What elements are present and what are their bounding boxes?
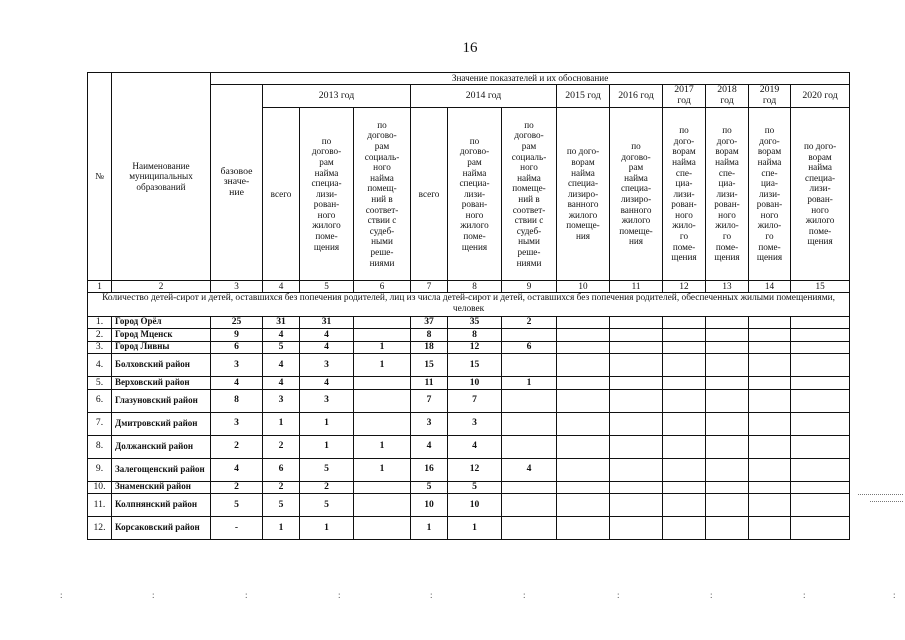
- value-cell: [354, 377, 411, 390]
- value-cell: 4: [411, 435, 448, 458]
- value-cell: 2: [211, 435, 263, 458]
- municipality-name: Город Орёл: [112, 316, 211, 329]
- value-cell: 3: [411, 412, 448, 435]
- row-number: 7.: [88, 412, 112, 435]
- value-cell: [663, 354, 706, 377]
- value-cell: 1: [263, 517, 300, 540]
- municipality-name: Корсаковский район: [112, 517, 211, 540]
- municipality-name: Болховский район: [112, 354, 211, 377]
- value-cell: 3: [263, 389, 300, 412]
- value-cell: 9: [211, 329, 263, 342]
- header-year-2017: 2017 год: [663, 85, 706, 108]
- value-cell: [557, 494, 610, 517]
- row-number: 12.: [88, 517, 112, 540]
- value-cell: [791, 412, 850, 435]
- value-cell: [610, 341, 663, 354]
- value-cell: 2: [263, 481, 300, 494]
- header-contract-2015: по дого- ворам найма специа- лизиро- ванного жилого помеще- ния: [557, 108, 610, 281]
- value-cell: 11: [411, 377, 448, 390]
- value-cell: [791, 481, 850, 494]
- value-cell: [663, 329, 706, 342]
- value-cell: [502, 412, 557, 435]
- value-cell: 4: [263, 354, 300, 377]
- value-cell: 1: [354, 354, 411, 377]
- value-cell: [610, 316, 663, 329]
- value-cell: 7: [448, 389, 502, 412]
- value-cell: [749, 494, 791, 517]
- value-cell: [502, 435, 557, 458]
- value-cell: 8: [411, 329, 448, 342]
- value-cell: 1: [300, 412, 354, 435]
- value-cell: [791, 341, 850, 354]
- value-cell: [354, 517, 411, 540]
- header-year-2018: 2018 год: [706, 85, 749, 108]
- header-num: №: [88, 73, 112, 281]
- value-cell: [610, 517, 663, 540]
- value-cell: [610, 435, 663, 458]
- value-cell: 8: [211, 389, 263, 412]
- table-row: [88, 435, 850, 458]
- value-cell: [749, 354, 791, 377]
- column-number: 5: [300, 281, 354, 293]
- value-cell: [706, 316, 749, 329]
- value-cell: [791, 354, 850, 377]
- header-contract-2020: по дого- ворам найма специа- лизи- рован- ного жилого поме- щения: [791, 108, 850, 281]
- value-cell: [749, 329, 791, 342]
- value-cell: [610, 377, 663, 390]
- value-cell: 4: [300, 329, 354, 342]
- column-number: 1: [88, 281, 112, 293]
- value-cell: [610, 494, 663, 517]
- value-cell: [557, 389, 610, 412]
- value-cell: [706, 377, 749, 390]
- municipality-name: Город Ливны: [112, 341, 211, 354]
- value-cell: [663, 341, 706, 354]
- value-cell: 6: [263, 458, 300, 481]
- page-number: 16: [462, 40, 478, 56]
- value-cell: [354, 412, 411, 435]
- value-cell: [610, 329, 663, 342]
- header-year-2020: 2020 год: [791, 85, 850, 108]
- value-cell: 4: [211, 458, 263, 481]
- value-cell: [557, 412, 610, 435]
- value-cell: [706, 481, 749, 494]
- value-cell: 31: [300, 316, 354, 329]
- value-cell: [663, 517, 706, 540]
- value-cell: 1: [448, 517, 502, 540]
- value-cell: [706, 517, 749, 540]
- value-cell: [557, 377, 610, 390]
- value-cell: [749, 377, 791, 390]
- header-year-2019: 2019 год: [749, 85, 791, 108]
- header-contract-2013: по догово- рам найма специа- лизи- рован- ного жилого поме- щения: [300, 108, 354, 281]
- value-cell: [706, 389, 749, 412]
- value-cell: [663, 435, 706, 458]
- table-row: [88, 316, 850, 329]
- value-cell: [354, 316, 411, 329]
- value-cell: 1: [300, 435, 354, 458]
- value-cell: 6: [502, 341, 557, 354]
- row-number: 2.: [88, 329, 112, 342]
- value-cell: [663, 377, 706, 390]
- value-cell: [749, 458, 791, 481]
- value-cell: [749, 435, 791, 458]
- value-cell: [610, 354, 663, 377]
- value-cell: 16: [411, 458, 448, 481]
- row-number: 8.: [88, 435, 112, 458]
- column-number: 15: [791, 281, 850, 293]
- value-cell: 8: [448, 329, 502, 342]
- table-row: [88, 377, 850, 390]
- header-name: Наименование муниципальных образований: [112, 73, 211, 281]
- value-cell: 3: [300, 354, 354, 377]
- value-cell: [791, 389, 850, 412]
- value-cell: [706, 458, 749, 481]
- municipality-name: Город Мценск: [112, 329, 211, 342]
- column-numbers-row: [88, 281, 850, 293]
- value-cell: [354, 481, 411, 494]
- value-cell: [502, 389, 557, 412]
- table-row: [88, 389, 850, 412]
- value-cell: [557, 435, 610, 458]
- value-cell: 5: [411, 481, 448, 494]
- value-cell: [502, 481, 557, 494]
- value-cell: [791, 458, 850, 481]
- value-cell: [354, 389, 411, 412]
- value-cell: [502, 494, 557, 517]
- column-number: 4: [263, 281, 300, 293]
- value-cell: 3: [211, 412, 263, 435]
- value-cell: 2: [300, 481, 354, 494]
- scan-artifact-line: [858, 494, 903, 495]
- column-number: 12: [663, 281, 706, 293]
- header-court-2013: по догово- рам социаль- ного найма помещ- ний в соответ- ствии с судеб- ными реше- ниями: [354, 108, 411, 281]
- value-cell: 1: [354, 341, 411, 354]
- value-cell: [706, 329, 749, 342]
- value-cell: [749, 412, 791, 435]
- value-cell: 35: [448, 316, 502, 329]
- row-number: 3.: [88, 341, 112, 354]
- header-group-title: Значение показателей и их обоснование: [211, 73, 850, 85]
- table-row: [88, 412, 850, 435]
- value-cell: 4: [263, 329, 300, 342]
- value-cell: 4: [263, 377, 300, 390]
- value-cell: [557, 481, 610, 494]
- value-cell: [502, 329, 557, 342]
- value-cell: [557, 458, 610, 481]
- value-cell: 2: [263, 435, 300, 458]
- table-row: [88, 329, 850, 342]
- value-cell: 1: [300, 517, 354, 540]
- value-cell: [749, 517, 791, 540]
- municipality-name: Должанский район: [112, 435, 211, 458]
- municipality-name: Верховский район: [112, 377, 211, 390]
- value-cell: 1: [502, 377, 557, 390]
- value-cell: [749, 316, 791, 329]
- indicators-table: [87, 72, 850, 540]
- value-cell: 12: [448, 341, 502, 354]
- table-row: [88, 341, 850, 354]
- value-cell: [706, 341, 749, 354]
- header-contract-2018: по дого- ворам найма спе- циа- лизи- рован- ного жило- го поме- щения: [706, 108, 749, 281]
- column-number: 13: [706, 281, 749, 293]
- header-contract-2014: по догово- рам найма специа- лизи- рован- ного жилого поме- щения: [448, 108, 502, 281]
- value-cell: [502, 517, 557, 540]
- value-cell: 1: [411, 517, 448, 540]
- value-cell: -: [211, 517, 263, 540]
- value-cell: 4: [300, 341, 354, 354]
- value-cell: [663, 481, 706, 494]
- column-number: 3: [211, 281, 263, 293]
- table-row: [88, 458, 850, 481]
- header-court-2014: по догово- рам социаль- ного найма помеще- ний в соответ- ствии с судеб- ными реше- ниями: [502, 108, 557, 281]
- value-cell: [791, 435, 850, 458]
- value-cell: 12: [448, 458, 502, 481]
- header-total-2013: всего: [263, 108, 300, 281]
- header-total-2014: всего: [411, 108, 448, 281]
- row-number: 11.: [88, 494, 112, 517]
- value-cell: [557, 517, 610, 540]
- column-number: 9: [502, 281, 557, 293]
- column-number: 6: [354, 281, 411, 293]
- value-cell: 5: [211, 494, 263, 517]
- value-cell: [706, 435, 749, 458]
- value-cell: [706, 412, 749, 435]
- header-year-2013: 2013 год: [263, 85, 411, 108]
- column-number: 2: [112, 281, 211, 293]
- value-cell: 37: [411, 316, 448, 329]
- value-cell: 6: [211, 341, 263, 354]
- value-cell: [749, 389, 791, 412]
- value-cell: 5: [448, 481, 502, 494]
- value-cell: 18: [411, 341, 448, 354]
- municipality-name: Глазуновский район: [112, 389, 211, 412]
- value-cell: [663, 458, 706, 481]
- header-year-2014: 2014 год: [411, 85, 557, 108]
- row-number: 1.: [88, 316, 112, 329]
- municipality-name: Дмитровский район: [112, 412, 211, 435]
- column-number: 8: [448, 281, 502, 293]
- row-number: 9.: [88, 458, 112, 481]
- section-title: Количество детей-сирот и детей, оставшихся без попечения родителей, лиц из числа детей-сирот и детей, оставшихся без попечения родителей, обеспеченных жилыми помещениями, человек: [88, 292, 850, 316]
- municipality-name: Знаменский район: [112, 481, 211, 494]
- table-row: [88, 481, 850, 494]
- value-cell: 31: [263, 316, 300, 329]
- header-year-2016: 2016 год: [610, 85, 663, 108]
- value-cell: [663, 389, 706, 412]
- row-number: 6.: [88, 389, 112, 412]
- value-cell: 5: [300, 494, 354, 517]
- value-cell: 2: [211, 481, 263, 494]
- value-cell: 15: [411, 354, 448, 377]
- column-number: 14: [749, 281, 791, 293]
- value-cell: 3: [211, 354, 263, 377]
- value-cell: [354, 494, 411, 517]
- value-cell: [791, 377, 850, 390]
- value-cell: 4: [300, 377, 354, 390]
- value-cell: 4: [211, 377, 263, 390]
- value-cell: 25: [211, 316, 263, 329]
- value-cell: 5: [300, 458, 354, 481]
- column-number: 10: [557, 281, 610, 293]
- bottom-scan-marks: : : : : : : : : : :: [60, 590, 896, 600]
- value-cell: [663, 494, 706, 517]
- scan-artifact-line: [870, 501, 903, 502]
- value-cell: 1: [354, 458, 411, 481]
- header-contract-2017: по дого- ворам найма спе- циа- лизи- рован- ного жило- го поме- щения: [663, 108, 706, 281]
- value-cell: [354, 329, 411, 342]
- value-cell: [791, 329, 850, 342]
- row-number: 10.: [88, 481, 112, 494]
- value-cell: [706, 494, 749, 517]
- column-number: 11: [610, 281, 663, 293]
- value-cell: [791, 316, 850, 329]
- value-cell: [706, 354, 749, 377]
- row-number: 5.: [88, 377, 112, 390]
- value-cell: [749, 341, 791, 354]
- table-body: [88, 316, 850, 540]
- value-cell: [610, 389, 663, 412]
- column-number: 7: [411, 281, 448, 293]
- value-cell: [557, 329, 610, 342]
- value-cell: [791, 494, 850, 517]
- value-cell: 10: [448, 377, 502, 390]
- value-cell: [749, 481, 791, 494]
- value-cell: [791, 517, 850, 540]
- value-cell: [663, 412, 706, 435]
- municipality-name: Залегощенский район: [112, 458, 211, 481]
- value-cell: [663, 316, 706, 329]
- value-cell: 1: [354, 435, 411, 458]
- value-cell: 4: [448, 435, 502, 458]
- municipality-name: Колпнянский район: [112, 494, 211, 517]
- value-cell: 5: [263, 494, 300, 517]
- value-cell: 10: [411, 494, 448, 517]
- value-cell: [610, 412, 663, 435]
- value-cell: 4: [502, 458, 557, 481]
- value-cell: [557, 354, 610, 377]
- table-row: [88, 517, 850, 540]
- value-cell: 2: [502, 316, 557, 329]
- header-contract-2016: по догово- рам найма специа- лизиро- ванного жилого помеще- ния: [610, 108, 663, 281]
- header-year-2015: 2015 год: [557, 85, 610, 108]
- header-base: базовое значе- ние: [211, 85, 263, 281]
- value-cell: [557, 341, 610, 354]
- value-cell: 3: [448, 412, 502, 435]
- value-cell: 3: [300, 389, 354, 412]
- value-cell: 10: [448, 494, 502, 517]
- value-cell: [610, 458, 663, 481]
- value-cell: 15: [448, 354, 502, 377]
- value-cell: 1: [263, 412, 300, 435]
- row-number: 4.: [88, 354, 112, 377]
- table-row: [88, 494, 850, 517]
- value-cell: [502, 354, 557, 377]
- table-row: [88, 354, 850, 377]
- value-cell: 5: [263, 341, 300, 354]
- header-contract-2019: по дого- ворам найма спе- циа- лизи- рован- ного жило- го поме- щения: [749, 108, 791, 281]
- value-cell: [557, 316, 610, 329]
- value-cell: [610, 481, 663, 494]
- value-cell: 7: [411, 389, 448, 412]
